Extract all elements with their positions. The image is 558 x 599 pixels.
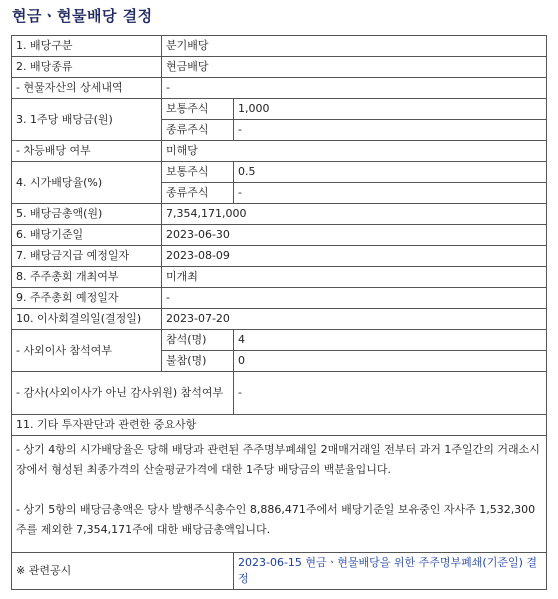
table-row [12, 553, 547, 590]
row-value: 현금배당 [162, 57, 547, 78]
table-row [12, 415, 547, 436]
table-row [12, 309, 547, 330]
table-row [12, 267, 547, 288]
table-row [12, 162, 547, 183]
note-paragraph: - 상기 4항의 시가배당율은 당해 배당과 관련된 주주명부폐쇄일 2매매거래일 전부터 과거 1주일간의 거래소시장에서 형성된 최종가격의 산술평균가격에 대한 1주당 배당금의 백분율입니다. [16, 443, 540, 476]
table-row [12, 246, 547, 267]
sub-label: 불참(명) [162, 351, 234, 372]
row-value: - [162, 78, 547, 99]
sub-label: 참석(명) [162, 330, 234, 351]
sub-label: 종류주식 [162, 183, 234, 204]
row-value: 0.5 [234, 162, 547, 183]
row-label: 1. 배당구분 [12, 36, 162, 57]
row-label: - 감사(사외이사가 아닌 감사위원) 참석여부 [12, 372, 234, 415]
row-value: 2023-06-30 [162, 225, 547, 246]
related-link[interactable]: 2023-06-15 현금ㆍ현물배당을 위한 주주명부폐쇄(기준일) 결정 [234, 553, 547, 590]
table-row [12, 99, 547, 120]
row-label: 6. 배당기준일 [12, 225, 162, 246]
row-label: 7. 배당금지급 예정일자 [12, 246, 162, 267]
row-value: 미개최 [162, 267, 547, 288]
table-row [12, 36, 547, 57]
row-label: 2. 배당종류 [12, 57, 162, 78]
row-value: - [234, 183, 547, 204]
row-label: 8. 주주총회 개최여부 [12, 267, 162, 288]
sub-label: 종류주식 [162, 120, 234, 141]
row-value: - [234, 120, 547, 141]
related-label: ※ 관련공시 [12, 553, 234, 590]
row-value: - [162, 288, 547, 309]
table-row [12, 372, 547, 415]
row-value: 4 [234, 330, 547, 351]
row-value: 미해당 [162, 141, 547, 162]
row-label: 5. 배당금총액(원) [12, 204, 162, 225]
row-label: - 사외이사 참석여부 [12, 330, 162, 372]
row-label: 9. 주주총회 예정일자 [12, 288, 162, 309]
row-value: 7,354,171,000 [162, 204, 547, 225]
row-value: 2023-08-09 [162, 246, 547, 267]
table-row [12, 330, 547, 351]
table-row [12, 141, 547, 162]
sub-label: 보통주식 [162, 162, 234, 183]
table-row [12, 225, 547, 246]
row-label: - 현물자산의 상세내역 [12, 78, 162, 99]
disclosure-table [11, 35, 547, 590]
notes-cell [12, 436, 547, 553]
table-row [12, 78, 547, 99]
row-value: 분기배당 [162, 36, 547, 57]
row-label: 11. 기타 투자판단과 관련한 중요사항 [12, 415, 547, 436]
row-value: 1,000 [234, 99, 547, 120]
table-row [12, 288, 547, 309]
row-value: 2023-07-20 [162, 309, 547, 330]
row-label: 3. 1주당 배당금(원) [12, 99, 162, 141]
sub-label: 보통주식 [162, 99, 234, 120]
row-label: 4. 시가배당율(%) [12, 162, 162, 204]
row-label: 10. 이사회결의일(결정일) [12, 309, 162, 330]
table-row [12, 57, 547, 78]
row-value: 0 [234, 351, 547, 372]
note-paragraph: - 상기 5항의 배당금총액은 당사 발행주식총수인 8,886,471주에서 배당기준일 보유중인 자사주 1,532,300주를 제외한 7,354,171주에 대한 배당금총액입니다. [16, 503, 536, 536]
row-label: - 차등배당 여부 [12, 141, 162, 162]
table-row [12, 204, 547, 225]
page-title: 현금ㆍ현물배당 결정 [12, 7, 153, 25]
table-row [12, 436, 547, 553]
row-value: - [234, 372, 547, 415]
